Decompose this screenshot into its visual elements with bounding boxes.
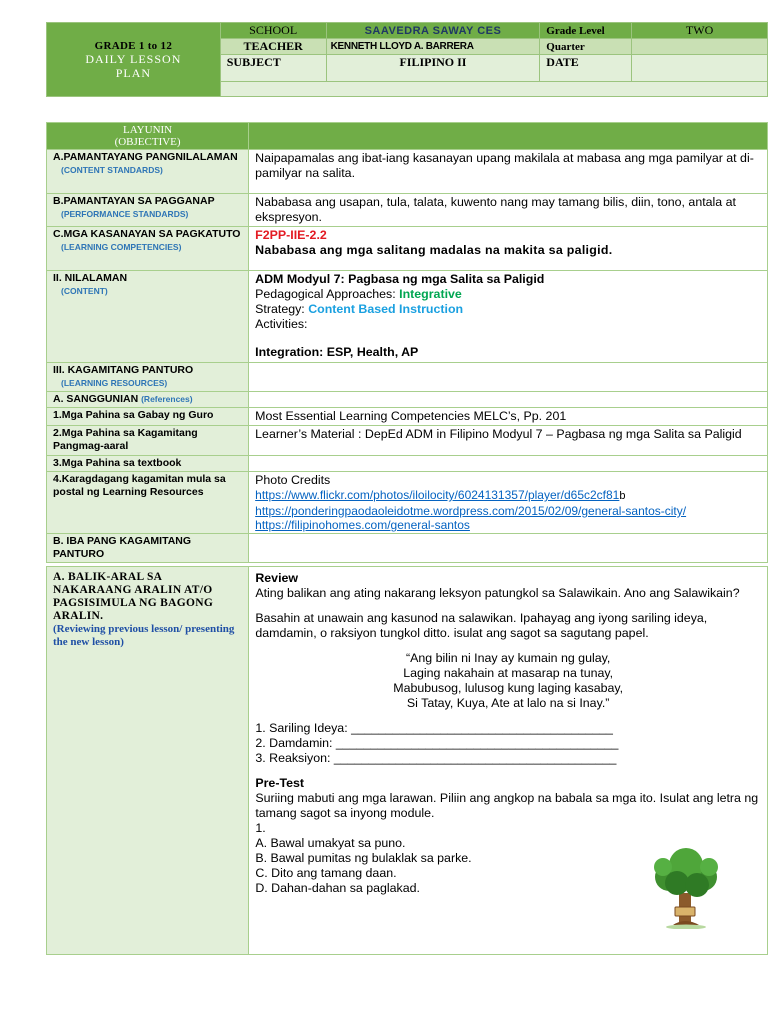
strategy-value: Content Based Instruction [308, 302, 464, 316]
objectives-table [46, 122, 768, 563]
learning-competencies-text [249, 227, 768, 271]
learning-competencies-title: C.MGA KASANAYAN SA PAGKATUTO [53, 228, 241, 240]
learning-resources-blank [249, 363, 768, 392]
date-label: DATE [540, 55, 632, 82]
subject-value: FILIPINO II [326, 55, 540, 82]
credit-link-2[interactable]: https://ponderingpaodaoleidotme.wordpress.com/2015/02/09/general-santos-city/ [255, 504, 687, 518]
school-value: SAAVEDRA SAWAY CES [326, 23, 540, 39]
option-d: D. Dahan-dahan sa paglakad. [255, 881, 420, 895]
other-materials-blank [249, 534, 768, 563]
teacher-label: TEACHER [220, 39, 326, 55]
review-paragraph-2: Basahin at unawain ang kasunod na salawikan. Ipahayag ang iyong sariling ideya, damdamin, o raksiyon tungkol ditto. isulat ang sagot sa sagutang papel. [255, 611, 708, 640]
competency-code: F2PP-IIE-2.2 [255, 228, 327, 242]
performance-standards-text: Nababasa ang usapan, tula, talata, kuwento nang may tamang bilis, diin, tono, antala at ekspresyon. [249, 194, 768, 227]
content-standards-text: Naipapamalas ang ibat-iang kasanayan upang makilala at mabasa ang mga pamilyar at di-pamilyar na salita. [249, 150, 768, 194]
header-spacer [220, 82, 767, 97]
credit-link-3[interactable]: https://filipinohomes.com/general-santos [255, 518, 470, 532]
photo-credits: Photo Credits [255, 473, 331, 487]
tree-sign [675, 907, 695, 916]
teacher-guide-text: Most Essential Learning Competencies MELC’s, Pp. 201 [249, 408, 768, 426]
proverb-line-1: “Ang bilin ni Inay ay kumain ng gulay, [406, 651, 611, 665]
grade-value: TWO [632, 23, 768, 39]
question-1: 1. Sariling Ideya: ______________________________________ [255, 721, 613, 735]
content-standards-label [47, 150, 249, 194]
question-2: 2. Damdamin: _________________________________________ [255, 736, 619, 750]
grade-label: Grade Level [540, 23, 632, 39]
pedagogical-value: Integrative [399, 287, 462, 301]
other-materials-label: B. IBA PANG KAGAMITANG PANTURO [47, 534, 249, 563]
proverb-line-2: Laging nakahain at masarap na tunay, [403, 666, 614, 680]
review-content [249, 567, 768, 955]
references-blank [249, 392, 768, 408]
competency-text: Nababasa ang mga salitang madalas na makita sa paligid. [255, 243, 613, 257]
quarter-value [632, 39, 768, 55]
option-c: C. Dito ang tamang daan. [255, 866, 397, 880]
objective-label: (OBJECTIVE) [114, 136, 181, 148]
proverb-line-4: Si Tatay, Kuya, Ate at lalo na si Inay.” [406, 696, 610, 710]
review-sub: (Reviewing previous lesson/ presenting the new lesson) [53, 623, 235, 648]
learning-competencies-sub: (LEARNING COMPETENCIES) [61, 242, 182, 252]
title-line2: DAILY LESSON [85, 51, 182, 66]
title-line1: GRADE 1 to 12 [94, 39, 173, 52]
content-sub: (CONTENT) [61, 286, 108, 296]
credit-link-1-tail: b [619, 490, 626, 502]
review-label [47, 567, 249, 955]
performance-standards-sub: (PERFORMANCE STANDARDS) [61, 209, 189, 219]
references-sub: (References) [141, 394, 193, 404]
header-table [46, 22, 768, 97]
textbook-label: 3.Mga Pahina sa textbook [47, 456, 249, 472]
performance-standards-label [47, 194, 249, 227]
procedure-table [46, 566, 768, 955]
layunin-label: LAYUNIN [123, 124, 173, 136]
strategy-label: Strategy: [255, 302, 309, 316]
content-standards-sub: (CONTENT STANDARDS) [61, 165, 163, 175]
teacher-value: KENNETH LLOYD A. BARRERA [326, 39, 540, 55]
subject-label: SUBJECT [220, 55, 326, 82]
review-heading: Review [255, 571, 299, 585]
pretest-instructions: Suriing mabuti ang mga larawan. Piliin ang angkop na babala sa mga ito. Isulat ang letra ng tamang sagot sa inyong module. [255, 791, 759, 820]
school-label: SCHOOL [220, 23, 326, 39]
learner-material-label: 2.Mga Pahina sa Kagamitang Pangmag-aaral [47, 426, 249, 456]
option-b: B. Bawal pumitas ng bulaklak sa parke. [255, 851, 472, 865]
performance-standards-title: B.PAMANTAYAN SA PAGGANAP [53, 195, 215, 207]
content-label [47, 271, 249, 363]
content-title: II. NILALAMAN [53, 272, 128, 284]
date-value [632, 55, 768, 82]
additional-materials-text [249, 472, 768, 534]
review-paragraph-1: Ating balikan ang ating nakarang leksyon patungkol sa Salawikain. Ano ang Salawikain? [255, 586, 740, 600]
dlp-title [47, 23, 221, 97]
pedagogical-label: Pedagogical Approaches: [255, 287, 400, 301]
learning-resources-label [47, 363, 249, 392]
integration-text: Integration: ESP, Health, AP [255, 345, 419, 359]
review-title: A. BALIK-ARAL SA NAKARAANG ARALIN AT/O PAGSISIMULA NG BAGONG ARALIN. [53, 571, 214, 622]
references-title: A. SANGGUNIAN [53, 393, 139, 405]
additional-materials-label: 4.Karagdagang kagamitan mula sa postal ng Learning Resources [47, 472, 249, 534]
quarter-label: Quarter [540, 39, 632, 55]
learner-material-text: Learner’s Material : DepEd ADM in Filipino Modyul 7 – Pagbasa ng mga Salita sa Paligid [249, 426, 768, 456]
module-title: ADM Modyul 7: Pagbasa ng mga Salita sa Paligid [255, 272, 545, 286]
learning-resources-title: III. KAGAMITANG PANTURO [53, 364, 194, 376]
content-text [249, 271, 768, 363]
learning-competencies-label [47, 227, 249, 271]
question-3: 3. Reaksiyon: _________________________________________ [255, 751, 617, 765]
learning-resources-sub: (LEARNING RESOURCES) [61, 378, 168, 388]
item-number: 1. [255, 821, 266, 835]
content-standards-title: A.PAMANTAYANG PANGNILALAMAN [53, 151, 238, 163]
credit-link-1[interactable]: https://www.flickr.com/photos/iloilocity/6024131357/player/d65c2cf81 [255, 488, 620, 502]
tree-picture [649, 847, 723, 929]
layunin-header-blank [249, 123, 768, 150]
activities-label: Activities: [255, 317, 308, 331]
proverb [255, 651, 761, 711]
textbook-blank [249, 456, 768, 472]
title-line3: PLAN [115, 65, 152, 80]
proverb-line-3: Mabubusog, lulusog kung laging kasabay, [393, 681, 624, 695]
option-a: A. Bawal umakyat sa puno. [255, 836, 406, 850]
pretest-heading: Pre-Test [255, 776, 305, 790]
layunin-header [47, 123, 249, 150]
teacher-guide-label: 1.Mga Pahina sa Gabay ng Guro [47, 408, 249, 426]
references-label [47, 392, 249, 408]
